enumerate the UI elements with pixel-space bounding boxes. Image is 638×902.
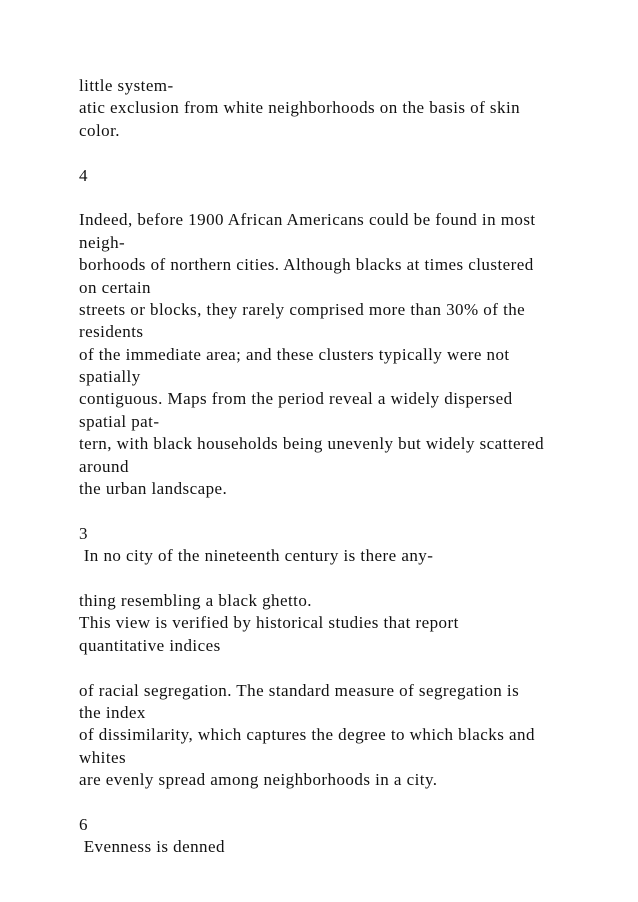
footnote-marker: 6 <box>79 814 88 834</box>
text-line: of the immediate area; and these clusters typically were not <box>79 344 510 364</box>
blank-line <box>79 657 599 679</box>
text-line: around <box>79 456 129 476</box>
footnote-marker: 3 <box>79 523 88 543</box>
text-line: atic exclusion from white neighborhoods on the basis of skin <box>79 98 521 118</box>
text-line: of dissimilarity, which captures the degree to which blacks and <box>79 725 535 745</box>
text-line: on certain <box>79 277 151 297</box>
body-text <box>79 75 599 859</box>
text-line: contiguous. Maps from the period reveal a widely dispersed <box>79 389 513 409</box>
blank-line <box>79 500 599 522</box>
text-line: whites <box>79 747 127 767</box>
text-line: of racial segregation. The standard measure of segregation is <box>79 680 520 700</box>
text-line: are evenly spread among neighborhoods in a city. <box>79 770 438 790</box>
text-line: spatial pat- <box>79 411 160 431</box>
blank-line <box>79 187 599 209</box>
text-line: neigh- <box>79 232 126 252</box>
text-line: the urban landscape. <box>79 479 228 499</box>
text-line: quantitative indices <box>79 635 221 655</box>
text-line: little system- <box>79 76 174 95</box>
text-line: This view is verified by historical studies that report <box>79 613 459 633</box>
text-line: In no city of the nineteenth century is there any- <box>79 546 434 566</box>
text-line: tern, with black households being unevenly but widely scattered <box>79 434 545 454</box>
text-line: residents <box>79 322 144 342</box>
text-line: Indeed, before 1900 African Americans could be found in most <box>79 210 536 230</box>
footnote-marker: 4 <box>79 165 88 185</box>
text-line: the index <box>79 702 146 722</box>
text-line: streets or blocks, they rarely comprised more than 30% of the <box>79 299 526 319</box>
text-line: color. <box>79 120 120 140</box>
text-line: thing resembling a black ghetto. <box>79 590 312 610</box>
blank-line <box>79 568 599 590</box>
blank-line <box>79 792 599 814</box>
blank-line <box>79 142 599 164</box>
text-line: Evenness is denned <box>79 837 225 857</box>
text-line: borhoods of northern cities. Although blacks at times clustered <box>79 255 534 275</box>
text-line: spatially <box>79 367 141 387</box>
